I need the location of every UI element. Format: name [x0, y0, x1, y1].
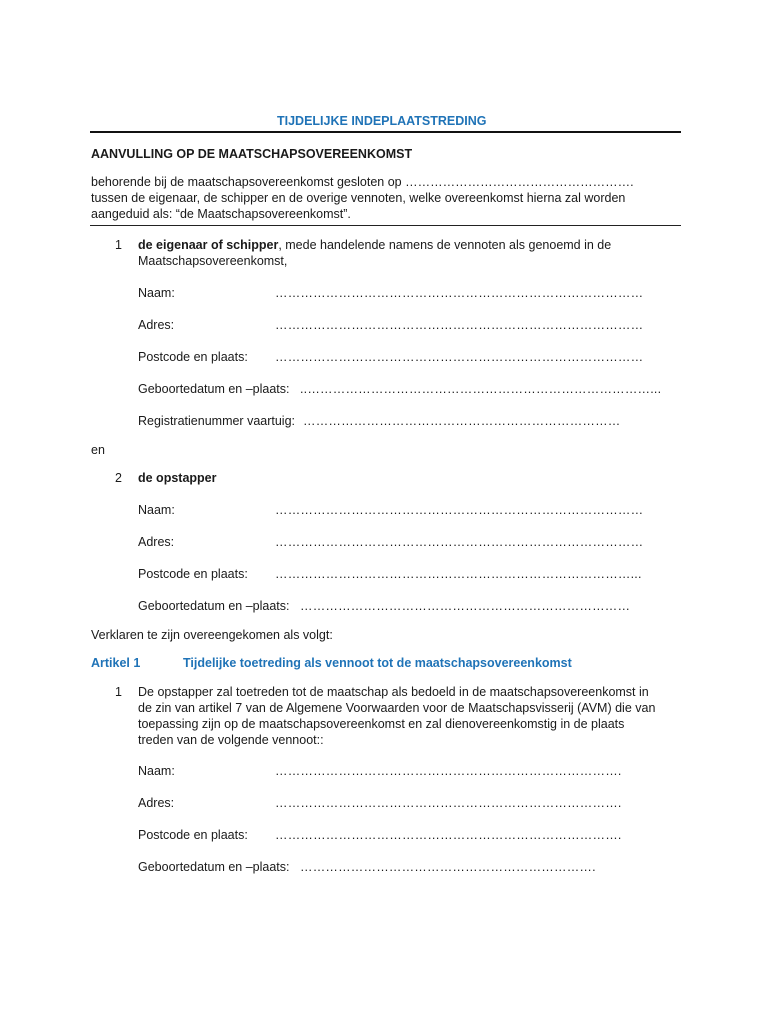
party-2-geboorte-label: Geboortedatum en –plaats: — [138, 599, 290, 613]
party-2-geboorte-field[interactable]: …………………………………………………………………… — [300, 599, 631, 613]
article-1-naam-field[interactable]: ………………………………………………………………………. — [275, 764, 622, 778]
party-1-registratie-label: Registratienummer vaartuig: — [138, 414, 296, 428]
connector-en: en — [91, 443, 105, 457]
intro-divider — [90, 225, 681, 226]
party-1-geboorte-field[interactable]: ..………………………………………………………………………... — [300, 382, 662, 396]
party-1-line-2: Maatschapsovereenkomst, — [138, 254, 288, 268]
intro-line-2: tussen de eigenaar, de schipper en de overige vennoten, welke overeenkomst hierna zal worden — [91, 191, 626, 205]
article-1-postcode-label: Postcode en plaats: — [138, 828, 248, 842]
party-1-number: 1 — [115, 238, 122, 252]
article-1-adres-label: Adres: — [138, 796, 175, 810]
party-1-naam-field[interactable]: …………………………………………………………………………… — [275, 286, 644, 300]
party-1-heading — [138, 237, 611, 253]
article-1-postcode-field[interactable]: ………………………………………………………………………. — [275, 828, 622, 842]
party-1-naam-label: Naam: — [138, 286, 175, 300]
title-divider — [90, 131, 681, 133]
article-1-geboorte-label: Geboortedatum en –plaats: — [138, 860, 290, 874]
party-2-postcode-field[interactable]: …………………………………………………………………………... — [275, 567, 642, 581]
intro-line-3: aangeduid als: “de Maatschapsovereenkomst”. — [91, 207, 351, 221]
party-1-adres-field[interactable]: …………………………………………………………………………… — [275, 318, 644, 332]
intro-line-1: behorende bij de maatschapsovereenkomst gesloten op ………………………………………………. — [91, 175, 634, 189]
article-1-geboorte-field[interactable]: ……………………………………………………………. — [300, 860, 596, 874]
party-2-adres-field[interactable]: …………………………………………………………………………… — [275, 535, 644, 549]
article-1-line-3: toepassing zijn op de maatschapsovereenkomst en zal dienovereenkomstig in de plaats — [138, 717, 625, 731]
party-2-naam-field[interactable]: …………………………………………………………………………… — [275, 503, 644, 517]
party-1-registratie-field[interactable]: ………………………………………………………………… — [303, 414, 621, 428]
party-1-postcode-label: Postcode en plaats: — [138, 350, 248, 364]
party-2-name: de opstapper — [138, 471, 217, 485]
agreement-text: Verklaren te zijn overeengekomen als volgt: — [91, 628, 333, 642]
party-1-geboorte-label: Geboortedatum en –plaats: — [138, 382, 290, 396]
party-1-adres-label: Adres: — [138, 318, 175, 332]
article-1-number: Artikel 1 — [91, 656, 141, 670]
party-2-adres-label: Adres: — [138, 535, 175, 549]
party-1-postcode-field[interactable]: …………………………………………………………………………… — [275, 350, 644, 364]
article-1-adres-field[interactable]: ………………………………………………………………………. — [275, 796, 622, 810]
article-1-title: Tijdelijke toetreding als vennoot tot de maatschapsovereenkomst — [183, 656, 572, 670]
article-1-line-2: de zin van artikel 7 van de Algemene Voorwaarden voor de Maatschapsvisserij (AVM) die van — [138, 701, 656, 715]
article-1-line-1: De opstapper zal toetreden tot de maatschap als bedoeld in de maatschapsovereenkomst in — [138, 685, 649, 699]
article-1-naam-label: Naam: — [138, 764, 175, 778]
party-1-name: de eigenaar of schipper — [138, 238, 279, 252]
party-2-postcode-label: Postcode en plaats: — [138, 567, 248, 581]
article-1-line-4: treden van de volgende vennoot:: — [138, 733, 324, 747]
document-subtitle: AANVULLING OP DE MAATSCHAPSOVEREENKOMST — [91, 147, 413, 161]
document-title: TIJDELIJKE INDEPLAATSTREDING — [277, 114, 487, 128]
article-1-item-number: 1 — [115, 685, 122, 699]
party-1-name-rest: , mede handelende namens de vennoten als genoemd in de — [278, 238, 612, 252]
party-2-number: 2 — [115, 471, 122, 485]
party-2-naam-label: Naam: — [138, 503, 175, 517]
